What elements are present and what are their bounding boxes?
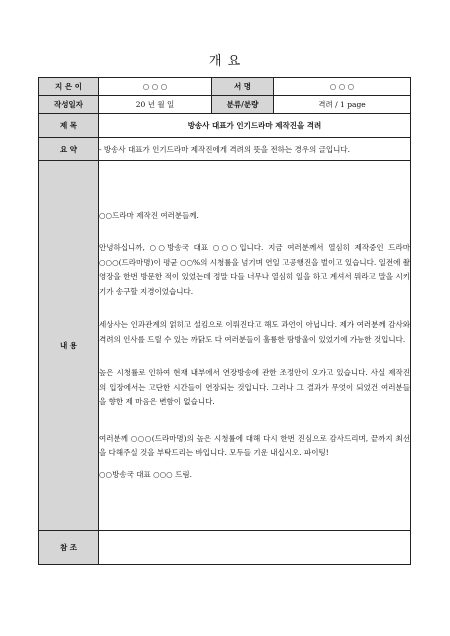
summary-value: - 방송사 대표가 인기드라마 제작진에게 격려의 뜻을 전하는 경우의 글입니다. [99, 138, 411, 161]
reference-label: 참 조 [39, 531, 99, 565]
date-row [39, 96, 411, 114]
subject-row [39, 114, 411, 138]
author-label: 지 은 이 [39, 78, 99, 96]
content-label: 내 용 [39, 161, 99, 531]
page-title: 개 요 [208, 54, 242, 69]
paragraph-1: 안녕하십니까, ○○방송국 대표 ○○○입니다. 지금 여러분께서 열심히 제작중인 드라마 ○○○(드라마명)이 평균 ○○%의 시청률을 넘기며 연일 고공행진을 벌이고 있습니다. 일전에 촬영장을 한번 방문한 적이 있었는데 정말 다들 너무나 열심히 일을 하고 계셔서 뭐라고 말을 시키기가 송구할 지경이었습니다. [99, 243, 411, 296]
date-label: 작성일자 [39, 96, 99, 114]
author-value: ○ ○ ○ [99, 78, 212, 96]
summary-row [39, 138, 411, 161]
author-row [39, 78, 411, 96]
category-label: 분류/분량 [212, 96, 274, 114]
paragraph-2: 세상사는 인과관계의 얽히고 설킴으로 이뤄진다고 해도 과언이 아닙니다. 제가 여러분께 감사와 격려의 인사를 드릴 수 있는 까닭도 다 여러분들이 훌륭한 땀방울이 있었기에 가능한 것입니다. [99, 320, 410, 344]
subject-label: 제 목 [39, 114, 99, 138]
category-value: 격려 / 1 page [274, 96, 411, 114]
paragraph-3: 높은 시청률로 인하여 현재 내부에서 연장방송에 관한 조정안이 오가고 있습니다. 사실 제작진의 입장에서는 고단한 시간들이 연장되는 것입니다. 그러나 그 결과가 무엇이 되었건 여러분들을 향한 제 마음은 변함이 없습니다. [99, 368, 410, 407]
content-row [39, 161, 411, 531]
reference-value [99, 531, 411, 565]
closing-text: ○○방송국 대표 ○○○ 드림. [99, 469, 192, 479]
document-form [38, 77, 411, 565]
greeting-text: ○○드라마 제작진 여러분들께. [99, 210, 199, 220]
signature-value: ○ ○ ○ [274, 78, 411, 96]
subject-value: 방송사 대표가 인기드라마 제작진을 격려 [99, 114, 411, 138]
paragraph-4: 여러분께 ○○○(드라마명)의 높은 시청률에 대해 다시 한번 진심으로 감사드리며, 끝까지 최선을 다해주실 것을 부탁드리는 바입니다. 모두들 기운 내십시오. 파이팅! [99, 433, 410, 458]
summary-label: 요 약 [39, 138, 99, 161]
signature-label: 서 명 [212, 78, 274, 96]
date-value: 20 년 월 일 [99, 96, 212, 114]
content-body [99, 161, 411, 531]
reference-row [39, 531, 411, 565]
